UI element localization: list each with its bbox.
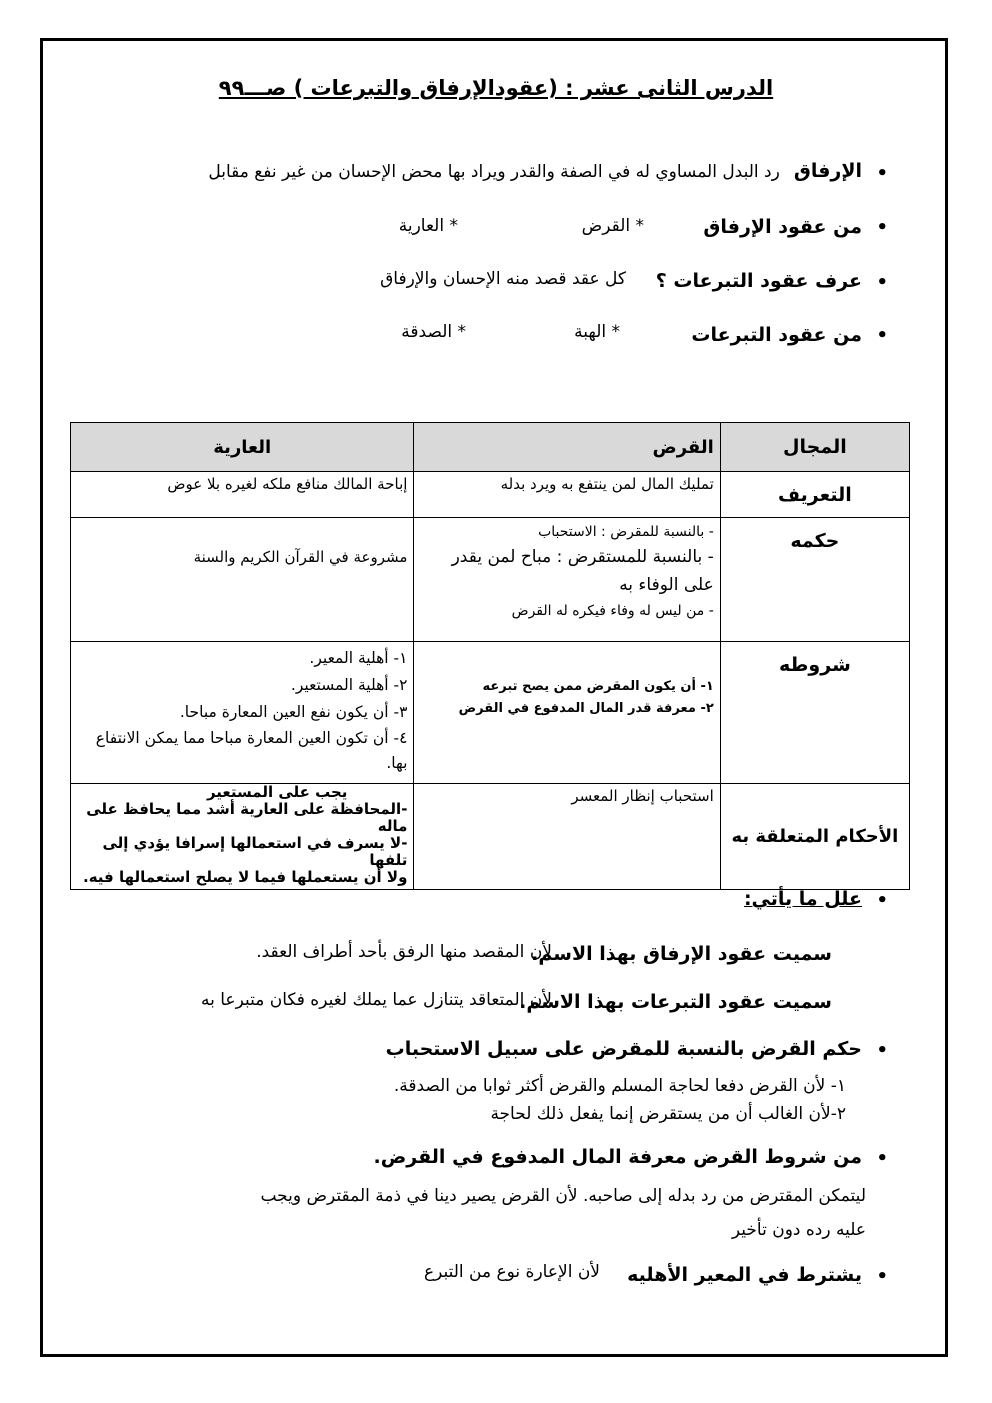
tabarru-contract-2: * الصدقة	[401, 322, 466, 342]
header-lending: العارية	[71, 423, 414, 472]
reason-2-term: سميت عقود التبرعات بهذا الاسم.	[519, 991, 832, 1013]
irfaq-contract-1: * القرض	[581, 216, 644, 236]
header-loan: القرض	[414, 423, 720, 472]
lending-related-1: يجب على المستعير	[206, 783, 348, 801]
loan-ruling-line-1: ١- لأن القرض دفعا لحاجة المسلم والقرض أكثر ثوابا من الصدقة.	[393, 1076, 846, 1096]
row-label-conditions: شروطه	[720, 642, 909, 784]
table-row	[71, 518, 910, 642]
loan-ruling-2: - بالنسبة للمستقرض : مباح لمن يقدر على الوفاء به	[451, 547, 714, 595]
loan-ruling-line-2: ٢-لأن الغالب أن من يستقرض إنما يفعل ذلك لحاجة	[490, 1104, 846, 1124]
loan-condition-line-2: عليه رده دون تأخير	[731, 1220, 866, 1240]
loan-condition-2: ٢- معرفة قدر المال المدفوع في القرض	[458, 701, 714, 716]
page-title: الدرس الثانى عشر : (عقودالإرفاق والتبرعات ) صـــ٩٩	[218, 76, 774, 100]
comparison-table	[70, 422, 910, 890]
loan-related-ruling: استحباب إنظار المعسر	[414, 784, 720, 890]
bullet-icon: •	[876, 1148, 888, 1169]
bullet-icon: •	[876, 1266, 888, 1287]
tabarru-contracts-term: من عقود التبرعات	[691, 324, 862, 346]
lending-condition-4: ٤- أن تكون العين المعارة مباحا مما يمكن الانتفاع بها.	[95, 729, 408, 772]
table-header-row	[71, 423, 910, 472]
header-field: المجال	[720, 423, 909, 472]
table-row	[71, 642, 910, 784]
loan-conditions-cell	[414, 642, 720, 784]
reason-1-text: لأن المقصد منها الرفق بأحد أطراف العقد.	[256, 942, 552, 962]
loan-definition: تمليك المال لمن ينتفع به ويرد بدله	[414, 472, 720, 518]
loan-ruling-3: - من ليس له وفاء فيكره له القرض	[511, 603, 714, 619]
bullet-icon: •	[876, 890, 888, 911]
bullet-icon: •	[876, 325, 888, 346]
irfaq-contract-2: * العارية	[398, 216, 458, 236]
tabarru-def: كل عقد قصد منه الإحسان والإرفاق	[380, 269, 626, 289]
tabarru-contract-1: * الهبة	[574, 322, 620, 342]
bullet-icon: •	[876, 272, 888, 293]
irfaq-contracts-term: من عقود الإرفاق	[703, 216, 862, 238]
loan-ruling-cell	[414, 518, 720, 642]
lending-conditions-cell	[71, 642, 414, 784]
lending-condition-3: ٣- أن يكون نفع العين المعارة مباحا.	[179, 703, 408, 721]
bullet-icon: •	[876, 217, 888, 238]
lending-condition-2: ٢- أهلية المستعير.	[290, 676, 408, 694]
row-label-related-rulings: الأحكام المتعلقة به	[720, 784, 909, 890]
reason-1-term: سميت عقود الإرفاق بهذا الاسم.	[531, 943, 832, 965]
loan-condition-line-1: ليتمكن المقترض من رد بدله إلى صاحبه. لأن القرض يصير دينا في ذمة المقترض ويجب	[260, 1186, 866, 1206]
loan-ruling-heading: حكم القرض بالنسبة للمقرض على سبيل الاستحباب	[385, 1038, 862, 1060]
lending-related-rulings-cell	[71, 784, 414, 890]
table-row	[71, 472, 910, 518]
reasons-heading: علل ما يأتي:	[743, 888, 862, 910]
loan-condition-1: ١- أن يكون المقرض ممن يصح تبرعه	[482, 679, 714, 694]
lending-condition-1: ١- أهلية المعير.	[309, 649, 408, 667]
loan-ruling-1: - بالنسبة للمقرض : الاستحباب	[538, 524, 714, 540]
reason-2-text: لأن المتعاقد يتنازل عما يملك لغيره فكان متبرعا به	[201, 990, 552, 1010]
lending-definition: إباحة المالك منافع ملكه لغيره بلا عوض	[71, 472, 414, 518]
lending-ruling: مشروعة في القرآن الكريم والسنة	[71, 518, 414, 642]
irfaq-definition	[208, 160, 862, 182]
lender-condition-term: يشترط في المعير الأهليه	[627, 1264, 862, 1286]
loan-condition-heading: من شروط القرض معرفة المال المدفوع في القرض.	[373, 1146, 862, 1168]
lending-related-4: ولا أن يستعملها فيما لا يصلح استعمالها فيه.	[83, 868, 408, 886]
irfaq-term: الإرفاق	[793, 160, 862, 182]
lending-related-3: -لا يسرف في استعمالها إسرافا يؤدي إلى تلفها	[102, 834, 408, 869]
tabarru-def-term: عرف عقود التبرعات ؟	[655, 270, 862, 292]
bullet-icon: •	[876, 1040, 888, 1061]
row-label-ruling: حكمه	[720, 518, 909, 642]
irfaq-def: رد البدل المساوي له في الصفة والقدر ويراد بها محض الإحسان من غير نفع مقابل	[208, 162, 780, 182]
lender-condition-text: لأن الإعارة نوع من التبرع	[423, 1262, 600, 1282]
row-label-definition: التعريف	[720, 472, 909, 518]
bullet-icon: •	[876, 163, 888, 184]
table-row	[71, 784, 910, 890]
lending-related-2: -المحافظة على العارية أشد مما يحافظ على ماله	[86, 800, 408, 835]
